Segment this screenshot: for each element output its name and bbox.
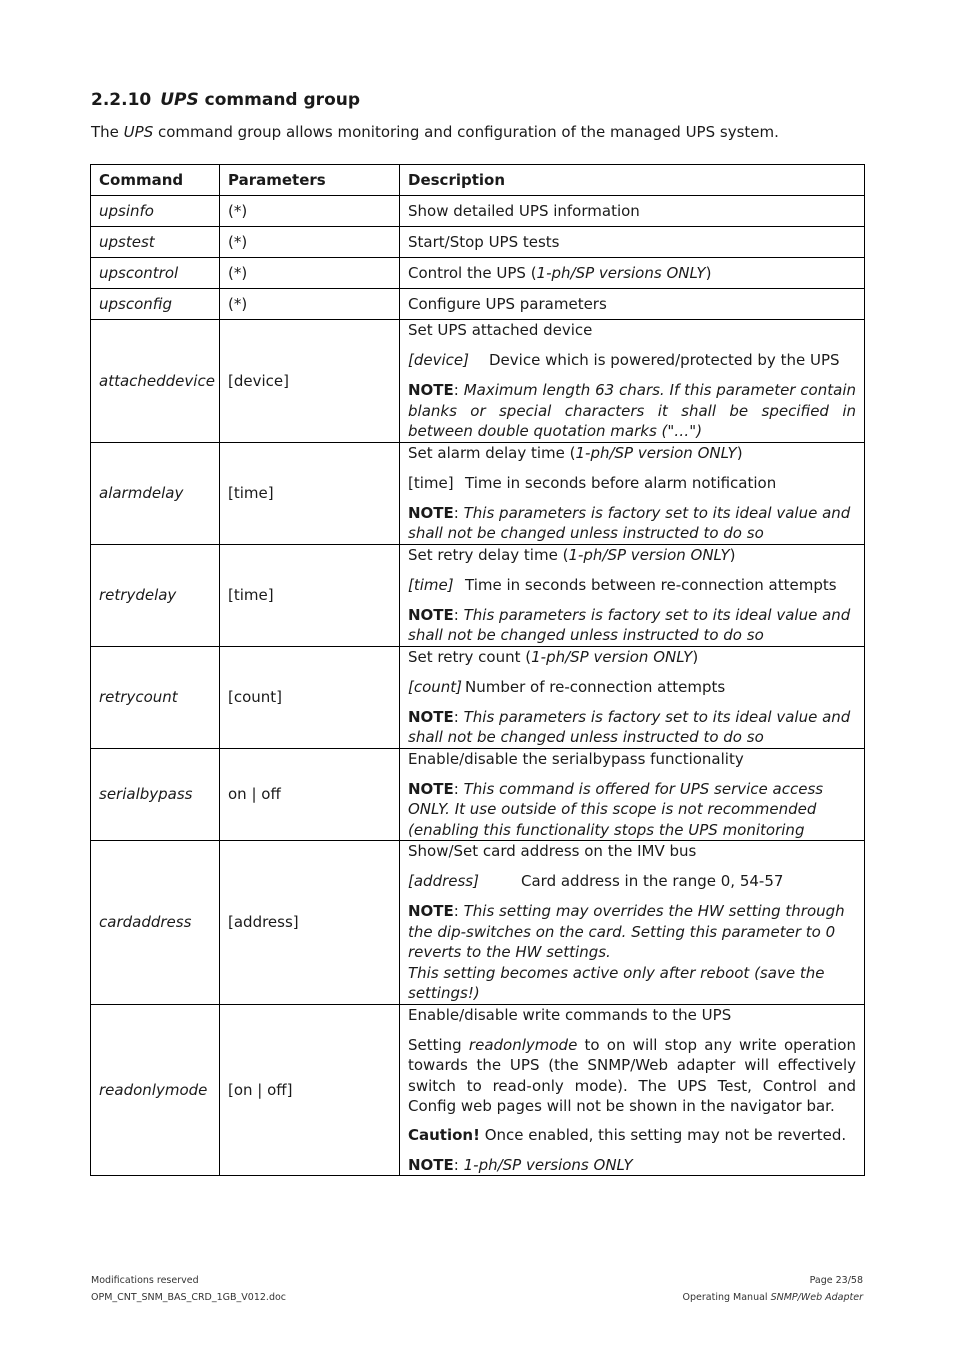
command-cell: upstest: [91, 227, 220, 258]
note-sep: :: [453, 902, 464, 920]
caution-label: Caution!: [408, 1125, 480, 1144]
section-heading: [91, 90, 360, 110]
note-sep: :: [453, 1155, 464, 1174]
note-paragraph: [408, 707, 856, 748]
description-cell: Configure UPS parameters: [400, 289, 865, 320]
param-line: [408, 473, 856, 493]
param-name: [count]: [408, 677, 463, 696]
note-label: NOTE: [408, 707, 454, 726]
intro-paragraph: [91, 123, 779, 141]
note-text: 1-ph/SP versions ONLY: [463, 1155, 633, 1174]
note-sep: :: [453, 605, 464, 624]
line-italic: 1-ph/SP version ONLY: [531, 647, 693, 666]
command-table: [90, 164, 865, 1176]
param-name: [address]: [408, 872, 479, 890]
table-row: [91, 258, 865, 289]
line-pre: Set alarm delay time (: [408, 443, 576, 462]
params-cell: (*): [220, 227, 400, 258]
desc-line: Show/Set card address on the IMV bus: [408, 842, 697, 860]
param-name: [device]: [408, 351, 469, 369]
description-cell: [400, 748, 865, 841]
line-post: ): [692, 647, 699, 666]
param-line: [408, 350, 856, 370]
command-cell: readonlymode: [91, 1004, 220, 1175]
header-parameters: Parameters: [220, 165, 400, 196]
command-cell: retrycount: [91, 646, 220, 748]
description-cell: [400, 841, 865, 1005]
table-row: [91, 748, 865, 841]
param-desc: Time in seconds between re-connection attempts: [465, 575, 837, 594]
desc-italic: 1-ph/SP versions ONLY: [536, 264, 706, 282]
note-paragraph-2: This setting becomes active only after reboot (save the settings!): [408, 963, 825, 1002]
line-italic: 1-ph/SP version ONLY: [568, 545, 730, 564]
note-label: NOTE: [408, 902, 454, 920]
note-text: This command is offered for UPS service access ONLY. It use outside of this scope is not recommended (enabling this functionality stops the UPS monitoring: [408, 779, 824, 839]
command-cell: attacheddevice: [91, 320, 220, 443]
note-paragraph: [408, 901, 856, 963]
params-cell: [time]: [220, 442, 400, 544]
note-sep: :: [453, 707, 464, 726]
note-paragraph: [408, 605, 856, 646]
footer-doc-title: [683, 1292, 863, 1303]
note-sep: :: [453, 503, 464, 522]
body-paragraph: [408, 1035, 856, 1117]
description-cell: Start/Stop UPS tests: [400, 227, 865, 258]
table-row: [91, 289, 865, 320]
table-row: [91, 442, 865, 544]
param-desc: Device which is powered/protected by the UPS: [489, 351, 840, 369]
line-pre: Set retry delay time (: [408, 545, 569, 564]
caution-text: Once enabled, this setting may not be reverted.: [479, 1125, 847, 1144]
line-pre: Set retry count (: [408, 647, 532, 666]
note-sep: :: [453, 779, 464, 798]
params-cell: [address]: [220, 841, 400, 1005]
section-number: 2.2.10: [91, 90, 152, 110]
params-cell: [count]: [220, 646, 400, 748]
command-cell: upscontrol: [91, 258, 220, 289]
command-cell: upsconfig: [91, 289, 220, 320]
command-cell: cardaddress: [91, 841, 220, 1005]
desc-line: [408, 545, 856, 565]
intro-italic: UPS: [123, 123, 154, 141]
command-cell: alarmdelay: [91, 442, 220, 544]
header-command: Command: [91, 165, 220, 196]
param-line: [408, 871, 856, 891]
desc-line: Set UPS attached device: [408, 321, 593, 339]
footer-left-1: Modifications reserved: [91, 1275, 199, 1286]
param-desc: Card address in the range 0, 54-57: [521, 872, 784, 890]
para-post: to on will stop any write operation towards the UPS (the SNMP/Web adapter will effectively switch to read-only mode). The UPS Test, Control and Config web pages will not be shown in the navigator bar.: [408, 1035, 856, 1115]
note-label: NOTE: [408, 381, 454, 399]
note-paragraph: [408, 779, 856, 841]
note-label: NOTE: [408, 1155, 454, 1174]
section-title-rest: command group: [198, 90, 361, 110]
note-label: NOTE: [408, 779, 454, 798]
param-name: [time]: [408, 473, 454, 492]
table-header-row: [91, 165, 865, 196]
intro-post: command group allows monitoring and configuration of the managed UPS system.: [153, 123, 779, 141]
caution-line: [408, 1125, 856, 1145]
params-cell: [device]: [220, 320, 400, 443]
para-pre: Setting: [408, 1035, 469, 1054]
desc-pre: Control the UPS (: [408, 264, 537, 282]
line-post: ): [729, 545, 736, 564]
desc-post: ): [705, 264, 712, 282]
param-line: [408, 677, 856, 697]
description-cell: Show detailed UPS information: [400, 196, 865, 227]
table-row: [91, 841, 865, 1005]
param-desc: Number of re-connection attempts: [465, 677, 726, 696]
command-cell: upsinfo: [91, 196, 220, 227]
desc-line: [408, 443, 856, 463]
params-cell: (*): [220, 258, 400, 289]
note-text: This parameters is factory set to its ideal value and shall not be changed unless instructed to do so: [408, 707, 851, 746]
desc-line: [408, 647, 856, 667]
intro-pre: The: [91, 123, 124, 141]
params-cell: [on | off]: [220, 1004, 400, 1175]
param-line: [408, 575, 856, 595]
param-desc: Time in seconds before alarm notification: [465, 473, 777, 492]
command-cell: retrydelay: [91, 544, 220, 646]
table-row: [91, 320, 865, 443]
note-text: Maximum length 63 chars. If this parameter contain blanks or special characters it shall be specified in between double quotation marks ("…"): [408, 381, 856, 440]
command-cell: serialbypass: [91, 748, 220, 841]
description-cell: [400, 646, 865, 748]
section-title-italic: UPS: [160, 90, 199, 110]
note-paragraph: [408, 380, 856, 442]
param-name: [time]: [408, 575, 454, 594]
params-cell: on | off: [220, 748, 400, 841]
params-cell: (*): [220, 196, 400, 227]
note-label: NOTE: [408, 605, 454, 624]
line-italic: 1-ph/SP version ONLY: [575, 443, 737, 462]
footer-page-number: Page 23/58: [809, 1275, 863, 1286]
line-post: ): [736, 443, 743, 462]
desc-line: Enable/disable the serialbypass functionality: [408, 749, 744, 768]
note-paragraph: [408, 503, 856, 544]
para-italic: readonlymode: [468, 1035, 578, 1054]
note-line: [408, 1155, 856, 1175]
note-text: This setting may overrides the HW setting through the dip-switches on the card. Setting this parameter to 0 reverts to the HW settings.: [408, 902, 845, 961]
note-text: This parameters is factory set to its ideal value and shall not be changed unless instructed to do so: [408, 605, 851, 644]
footer-left-2: OPM_CNT_SNM_BAS_CRD_1GB_V012.doc: [91, 1292, 287, 1303]
description-cell: [400, 320, 865, 443]
desc-line: Enable/disable write commands to the UPS: [408, 1005, 732, 1024]
table-row: [91, 544, 865, 646]
table-row: [91, 1004, 865, 1175]
table-row: [91, 227, 865, 258]
description-cell: [400, 544, 865, 646]
note-text: This parameters is factory set to its ideal value and shall not be changed unless instructed to do so: [408, 503, 851, 542]
table-row: [91, 646, 865, 748]
note-sep: :: [453, 381, 464, 399]
table-row: [91, 196, 865, 227]
note-label: NOTE: [408, 503, 454, 522]
params-cell: [time]: [220, 544, 400, 646]
description-cell: [400, 258, 865, 289]
footer-doc-italic: SNMP/Web Adapter: [770, 1292, 863, 1303]
description-cell: [400, 1004, 865, 1175]
params-cell: (*): [220, 289, 400, 320]
description-cell: [400, 442, 865, 544]
footer-doc-pre: Operating Manual: [682, 1292, 771, 1303]
header-description: Description: [400, 165, 865, 196]
